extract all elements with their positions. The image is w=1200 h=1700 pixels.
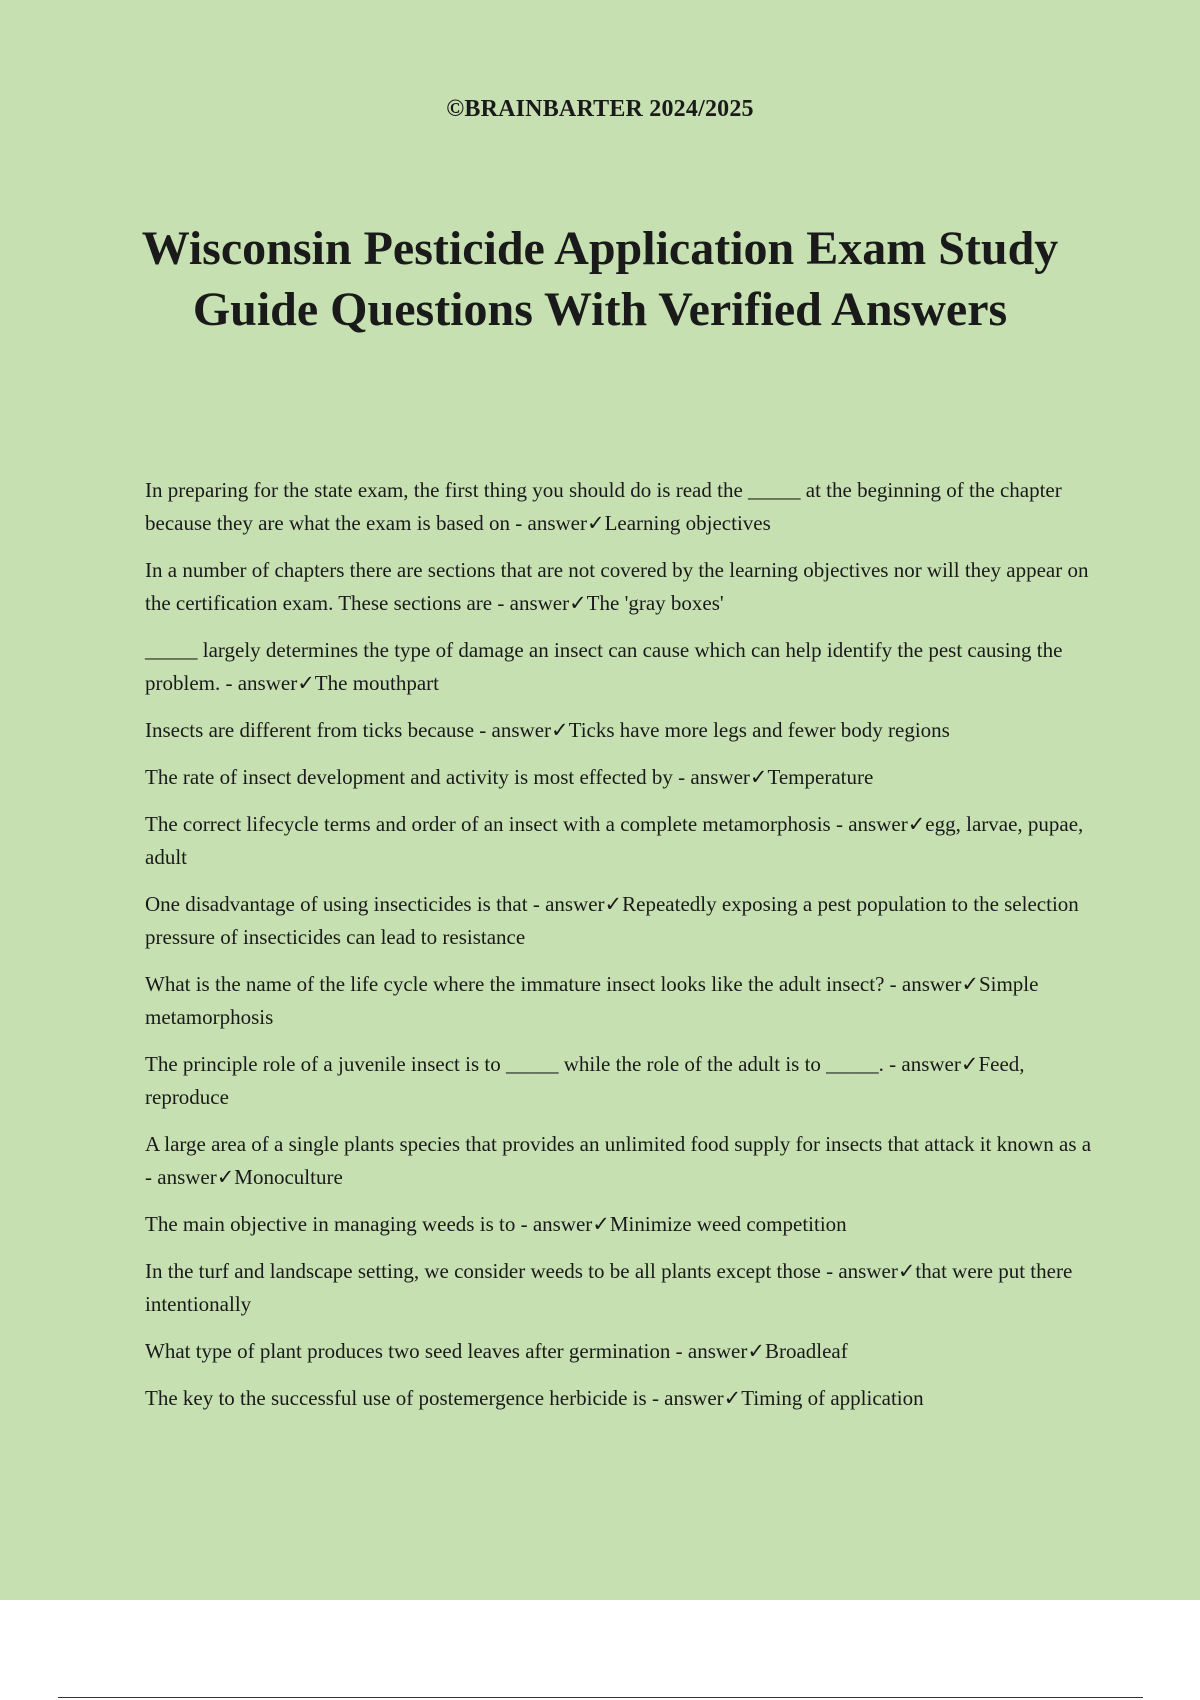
qa-item: The correct lifecycle terms and order of an insect with a complete metamorphosis - answer✓egg, larvae, pupae, adult bbox=[145, 812, 1084, 869]
qa-item: The main objective in managing weeds is to - answer✓Minimize weed competition bbox=[145, 1212, 847, 1236]
title-line-2: Guide Questions With Verified Answers bbox=[192, 283, 1008, 336]
footer-divider bbox=[58, 1697, 1143, 1698]
question-answer-list bbox=[145, 474, 1095, 1429]
qa-item: The key to the successful use of postemergence herbicide is - answer✓Timing of application bbox=[145, 1386, 924, 1410]
qa-item: In the turf and landscape setting, we consider weeds to be all plants except those - answer✓that were put there intentionally bbox=[145, 1259, 1073, 1316]
title-line-1: Wisconsin Pesticide Application Exam Study bbox=[141, 222, 1059, 275]
qa-item: _____ largely determines the type of damage an insect can cause which can help identify the pest causing the problem. - answer✓The mouthpart bbox=[145, 638, 1063, 695]
copyright-header: ©BRAINBARTER 2024/2025 bbox=[446, 96, 754, 122]
qa-item: What type of plant produces two seed leaves after germination - answer✓Broadleaf bbox=[145, 1339, 848, 1363]
qa-item: In a number of chapters there are sections that are not covered by the learning objectives nor will they appear on the certification exam. These sections are - answer✓The 'gray boxes' bbox=[145, 558, 1089, 615]
qa-item: What is the name of the life cycle where the immature insect looks like the adult insect? - answer✓Simple metamorphosis bbox=[145, 972, 1039, 1029]
qa-item: Insects are different from ticks because - answer✓Ticks have more legs and fewer body regions bbox=[145, 718, 950, 742]
document-title bbox=[100, 218, 1100, 340]
qa-item: One disadvantage of using insecticides is that - answer✓Repeatedly exposing a pest population to the selection pressure of insecticides can lead to resistance bbox=[145, 892, 1079, 949]
qa-item: A large area of a single plants species that provides an unlimited food supply for insects that attack it known as a - answer✓Monoculture bbox=[145, 1132, 1092, 1189]
qa-item: In preparing for the state exam, the first thing you should do is read the _____ at the beginning of the chapter because they are what the exam is based on - answer✓Learning objectives bbox=[145, 478, 1062, 535]
qa-item: The rate of insect development and activity is most effected by - answer✓Temperature bbox=[145, 765, 874, 789]
qa-item: The principle role of a juvenile insect is to _____ while the role of the adult is to _____. - answer✓Feed, reproduce bbox=[145, 1052, 1025, 1109]
